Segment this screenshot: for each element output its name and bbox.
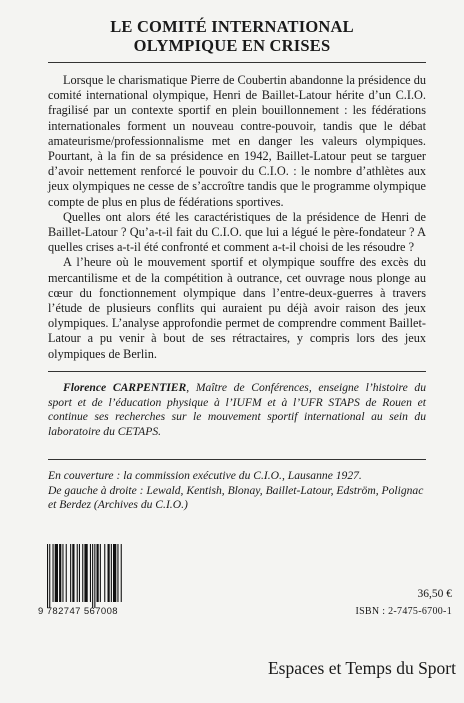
author-description: , Maître de Conférences, enseigne l’histoire du sport et de l’éducation physique à l’IUFM et à l’UFR STAPS de Rouen et continue ses recherches sur le mouvement sportif international au sein du laboratoire du CETAPS.: [48, 381, 426, 438]
author-paragraph: [48, 381, 426, 439]
publisher-series: Espaces et Temps du Sport: [267, 658, 456, 678]
middle-rule: [48, 371, 426, 372]
cover-credit-line-1: En couverture : la commission exécutive du C.I.O., Lausanne 1927.: [48, 469, 362, 482]
cover-credit-line-2: De gauche à droite : Lewald, Kentish, Blonay, Baillet-Latour, Edström, Polignac et Berdez (Archives du C.I.O.): [48, 483, 424, 512]
barcode: [38, 544, 126, 624]
isbn: ISBN : 2-7475-6700-1: [355, 606, 452, 617]
book-title: [0, 17, 464, 55]
author-name: Florence CARPENTIER: [63, 381, 187, 394]
blurb: [48, 73, 426, 362]
price: 36,50 €: [417, 588, 452, 600]
blurb-paragraph: A l’heure où le mouvement sportif et olympique souffre des excès du mercantilisme et de la compétition à outrance, cet ouvrage nous plonge au cœur du fonctionnement olympique dans l’entre-deux-guerres à travers l’étude de plusieurs conflits qui auraient pu déjà avoir raison des jeux olympiques. L’analyse approfondie permet de comprendre comment Baillet-Latour a pu venir à bout de ses rétractaires, y compris lors des jeux olympiques de Berlin.: [48, 255, 426, 361]
cover-credit: [48, 469, 426, 513]
top-rule: [48, 62, 426, 63]
title-line-2: OLYMPIQUE EN CRISES: [133, 36, 331, 55]
lower-rule: [48, 459, 426, 460]
blurb-paragraph: Quelles ont alors été les caractéristiques de la présidence de Henri de Baillet-Latour ? Qu’a-t-il fait du C.I.O. que lui a légué le père-fondateur ? A quelles crises a-t-il été confronté et comment a-t-il choisi de les résoudre ?: [48, 209, 426, 255]
barcode-bars: [47, 544, 124, 608]
author-bio: [48, 381, 426, 439]
barcode-number: 9 782747 567008: [38, 606, 118, 617]
blurb-paragraph: Lorsque le charismatique Pierre de Coubertin abandonne la présidence du comité international olympique, Henri de Baillet-Latour hérite d’un C.I.O. fragilisé par un contexte sportif en plein bouillonnement : les fédérations internationales forment un nouveau contre-pouvoir, tandis que le débat amateurisme/professionnalisme met en danger les valeurs olympiques. Pourtant, à la fin de sa présidence en 1942, Baillet-Latour peut se targuer d’avoir nettement renforcé le pouvoir du C.I.O. : le nombre d’athlètes aux jeux olympiques ne cesse de s’accroître tandis que le programme olympique compte de plus en plus de fédérations sportives.: [48, 73, 426, 209]
title-line-1: LE COMITÉ INTERNATIONAL: [110, 17, 354, 36]
